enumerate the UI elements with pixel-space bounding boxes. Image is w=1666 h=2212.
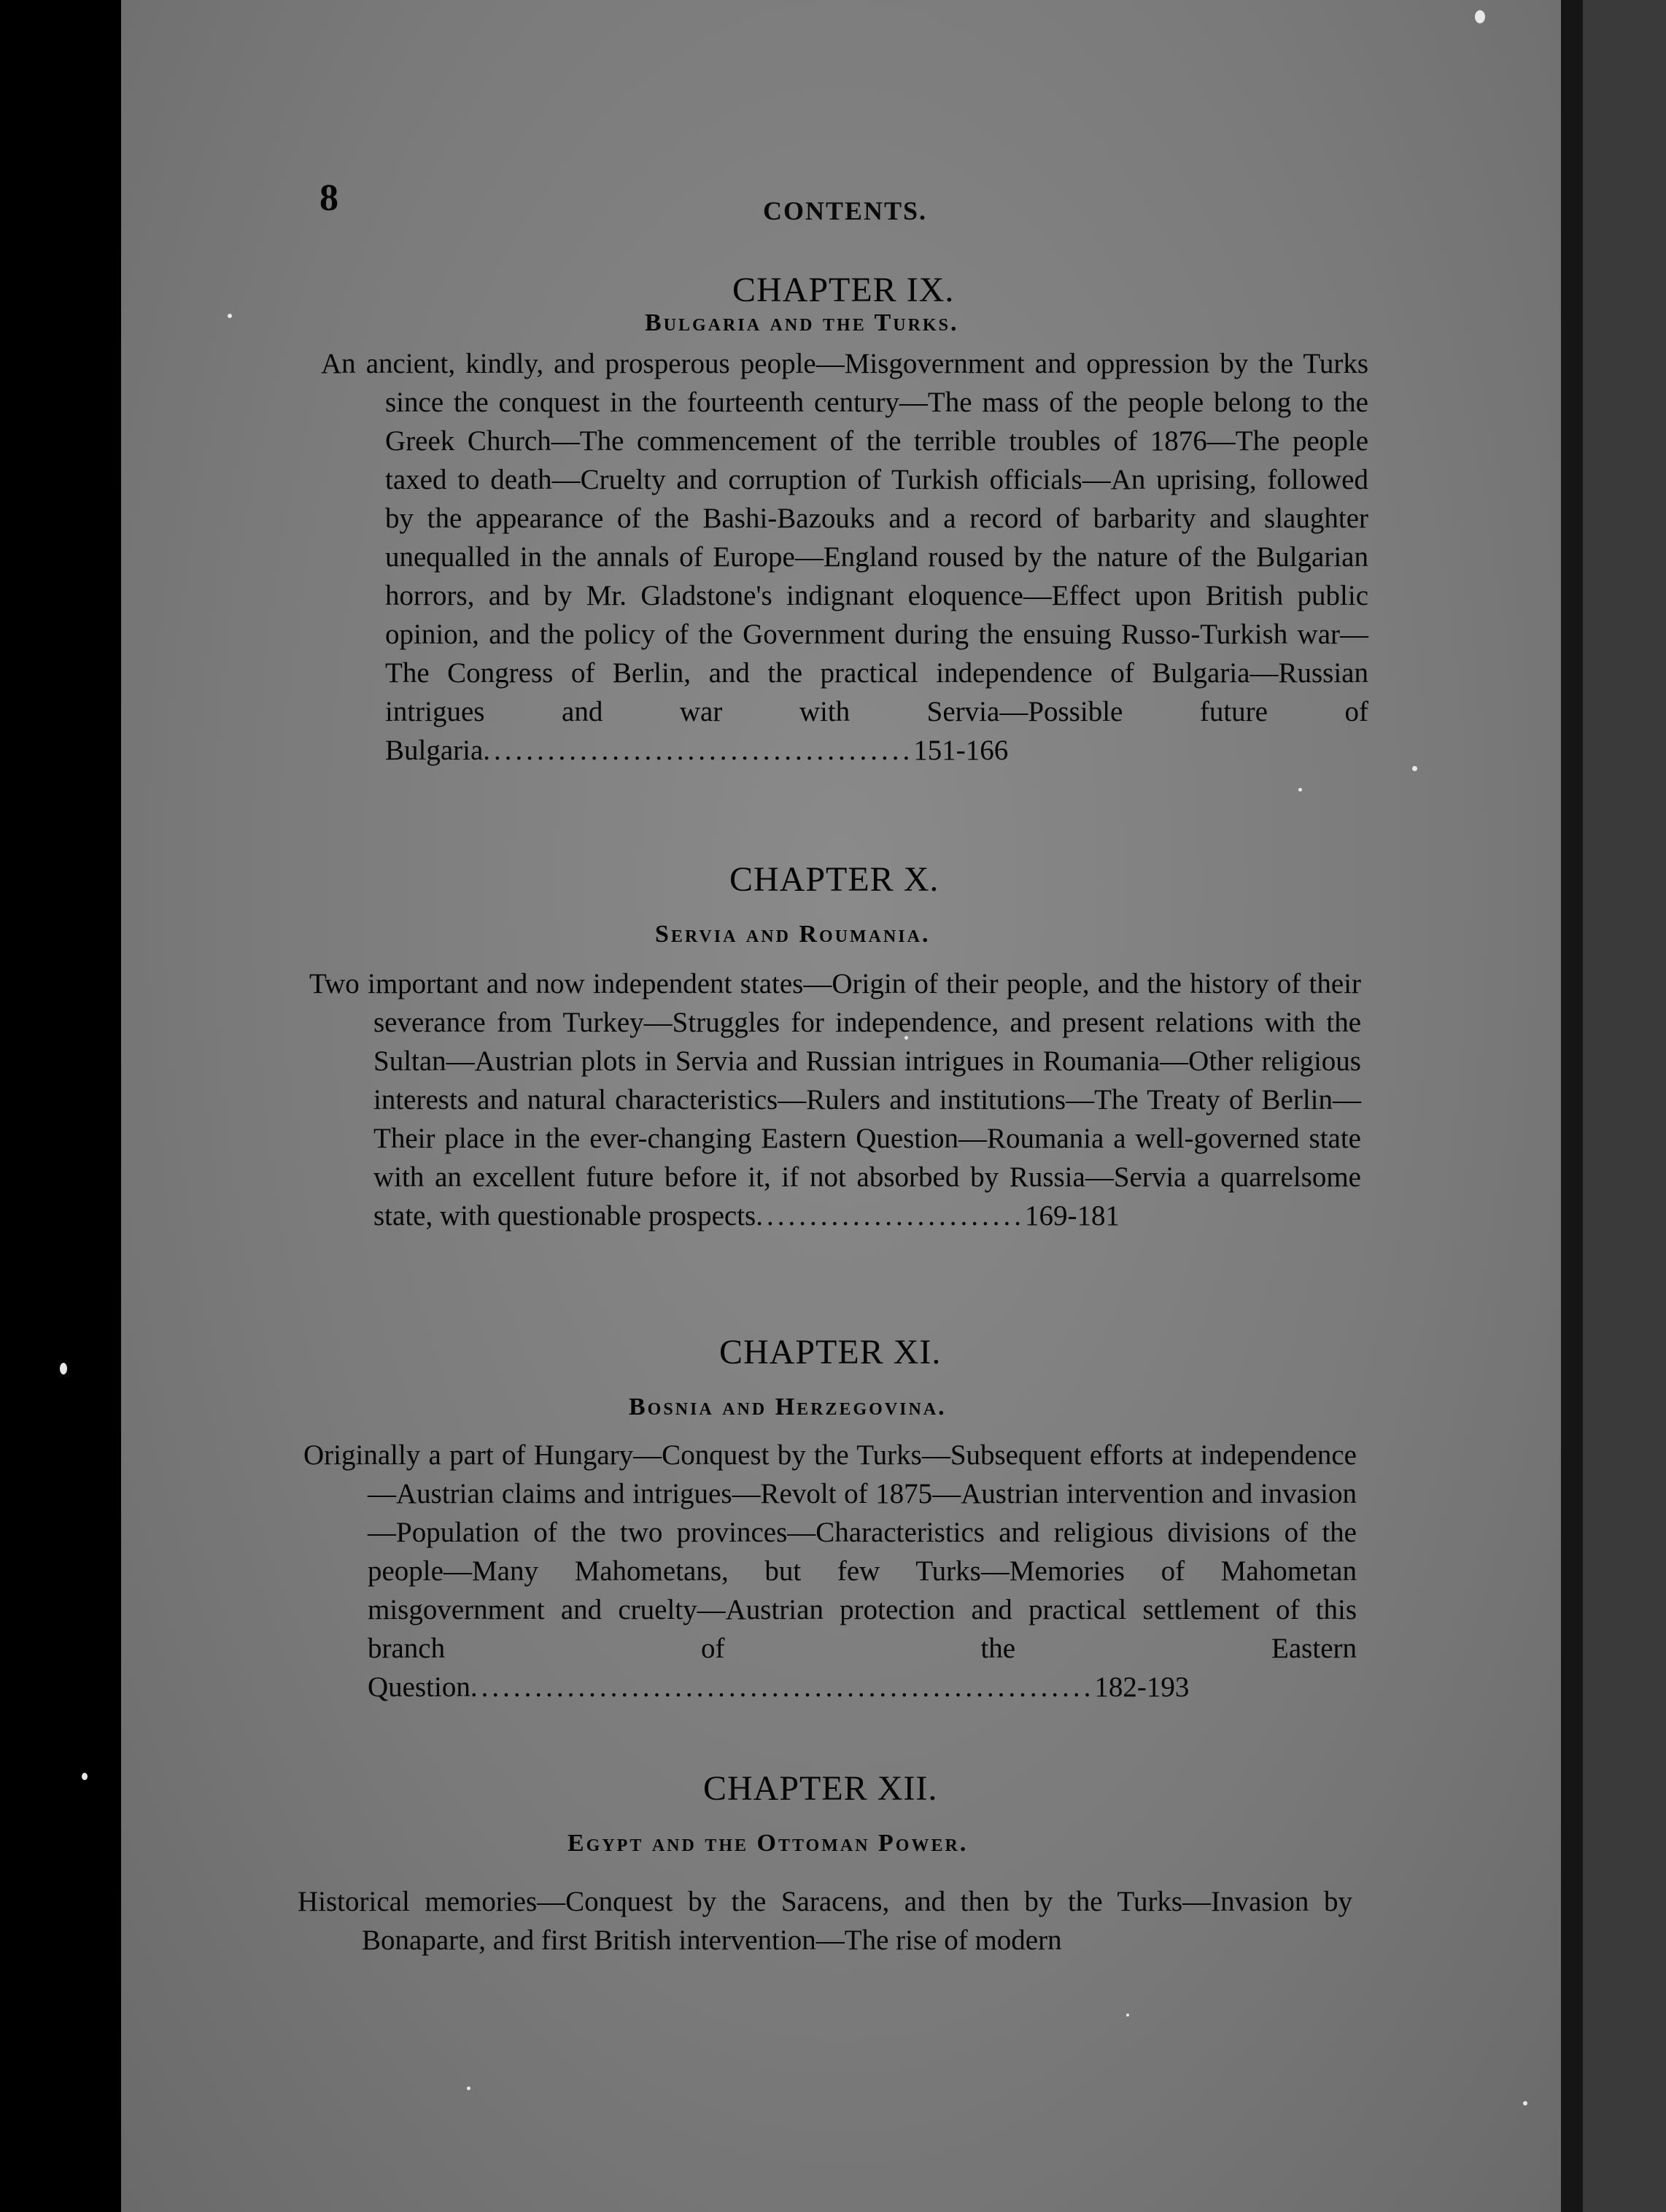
dust-speck: [1412, 766, 1417, 771]
page-range: 169-181: [1024, 1200, 1120, 1231]
summary-text: Two important and now independent states—Origin of their people, and the history of their severance from Turkey—Struggles for independence, and present relations with the Sultan—Austrian plots in Servia and Russian intrigues in Roumania—Other religious interests and natural characteristics—Rulers and institutions—The Treaty of Berlin—Their place in the ever-changing Eastern Question—Roumania a well-governed state with an excellent future before it, if not absorbed by Russia—Servia a quarrelsome state, with questionable prospects: [309, 968, 1361, 1231]
chapter-summary: [309, 964, 1361, 1235]
dust-speck: [1475, 10, 1485, 23]
chapter-summary: [321, 344, 1368, 770]
leader-dots: .........................: [756, 1200, 1025, 1231]
chapter-subject: Servia and Roumania.: [655, 921, 931, 948]
summary-text: Historical memories—Conquest by the Saracens, and then by the Turks—Invasion by Bonaparte, and first British intervention—The rise of modern: [298, 1886, 1352, 1956]
chapter-title: CHAPTER XI.: [719, 1333, 942, 1372]
book-gutter: [1561, 0, 1583, 2212]
page-range: 151-166: [913, 735, 1009, 766]
chapter-title: CHAPTER X.: [729, 860, 939, 899]
chapter-summary: [298, 1882, 1352, 1960]
dust-speck: [467, 2087, 470, 2090]
leader-dots: ..........................................................: [470, 1671, 1095, 1703]
dust-speck: [1126, 2014, 1129, 2016]
dust-speck: [60, 1363, 67, 1374]
summary-text: Originally a part of Hungary—Conquest by the Turks—Subsequent efforts at independence—Austrian claims and intrigues—Revolt of 1875—Austrian intervention and invasion—Population of the two provinces—Characteristics and religious divisions of the people—Many Mahometans, but few Turks—Memories of Mahometan misgovernment and cruelty—Austrian protection and practical settlement of this branch of the Eastern Question: [303, 1439, 1357, 1703]
dust-speck: [82, 1773, 88, 1780]
chapter-summary: [303, 1436, 1357, 1706]
dust-speck: [228, 314, 232, 318]
leader-dots: ........................................: [483, 735, 914, 766]
chapter-title: CHAPTER XII.: [703, 1769, 938, 1808]
chapter-title: CHAPTER IX.: [732, 271, 955, 309]
dust-speck: [1298, 788, 1302, 792]
dust-speck: [1523, 2101, 1527, 2105]
running-head: CONTENTS.: [763, 196, 928, 225]
chapter-subject: Bosnia and Herzegovina.: [629, 1393, 947, 1420]
summary-text: An ancient, kindly, and prosperous people—Misgovernment and oppression by the Turks since the conquest in the fourteenth century—The mass of the people belong to the Greek Church—The commencement of the terrible troubles of 1876—The people taxed to death—Cruelty and corruption of Turkish officials—An uprising, followed by the appearance of the Bashi-Bazouks and a record of barbarity and slaughter unequalled in the annals of Europe—England roused by the nature of the Bulgarian horrors, and by Mr. Gladstone's indignant eloquence—Effect upon British public opinion, and the policy of the Government during the ensuing Russo-Turkish war—The Congress of Berlin, and the practical independence of Bulgaria—Russian intrigues and war with Servia—Possible future of Bulgaria: [321, 348, 1368, 766]
page-range: 182-193: [1094, 1671, 1190, 1703]
chapter-subject: Egypt and the Ottoman Power.: [567, 1830, 969, 1857]
chapter-subject: Bulgaria and the Turks.: [645, 309, 959, 336]
page-number: 8: [319, 177, 338, 219]
adjacent-page-edge: [1583, 0, 1666, 2212]
